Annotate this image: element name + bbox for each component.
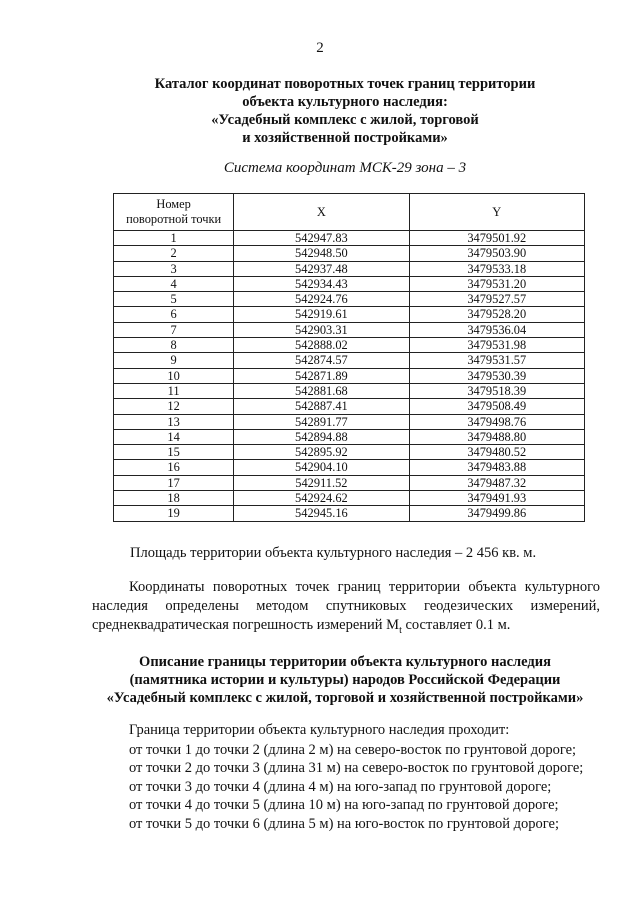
x-cell: 542871.89 <box>234 368 409 383</box>
border-segment: от точки 1 до точки 2 (длина 2 м) на северо-восток по грунтовой дороге; <box>129 742 577 758</box>
x-cell: 542888.02 <box>234 338 409 353</box>
point-number-cell: 4 <box>114 276 234 291</box>
table-row <box>114 460 585 475</box>
point-number-cell: 13 <box>114 414 234 429</box>
table-body <box>114 231 585 522</box>
table-row <box>114 414 585 429</box>
table-row <box>114 307 585 322</box>
x-cell: 542881.68 <box>234 383 409 398</box>
point-number-cell: 8 <box>114 338 234 353</box>
description-title-line: (памятника истории и культуры) народов Российской Федерации <box>129 672 561 688</box>
point-number-cell: 6 <box>114 307 234 322</box>
y-cell: 3479508.49 <box>409 399 584 414</box>
x-cell: 542948.50 <box>234 246 409 261</box>
x-cell: 542874.57 <box>234 353 409 368</box>
x-cell: 542924.62 <box>234 491 409 506</box>
border-segment: от точки 5 до точки 6 (длина 5 м) на юго-восток по грунтовой дороге; <box>129 815 559 832</box>
table-row <box>114 261 585 276</box>
catalog-title <box>100 75 590 147</box>
y-cell: 3479491.93 <box>409 491 584 506</box>
description-title-line: Описание границы территории объекта культурного наследия <box>139 654 551 670</box>
header-x: X <box>234 194 409 231</box>
x-cell: 542891.77 <box>234 414 409 429</box>
border-intro: Граница территории объекта культурного наследия проходит: <box>129 722 510 738</box>
y-cell: 3479530.39 <box>409 368 584 383</box>
x-cell: 542924.76 <box>234 292 409 307</box>
description-title-line: «Усадебный комплекс с жилой, торговой и хозяйственной постройками» <box>106 690 584 706</box>
point-number-cell: 9 <box>114 353 234 368</box>
catalog-title-line: Каталог координат поворотных точек границ территории <box>154 76 536 92</box>
page-number: 2 <box>316 40 324 56</box>
table-row <box>114 368 585 383</box>
y-cell: 3479533.18 <box>409 261 584 276</box>
catalog-title-line: «Усадебный комплекс с жилой, торговой <box>211 112 479 128</box>
table-row <box>114 322 585 337</box>
y-cell: 3479518.39 <box>409 383 584 398</box>
table-row <box>114 353 585 368</box>
x-cell: 542887.41 <box>234 399 409 414</box>
point-number-cell: 15 <box>114 445 234 460</box>
point-number-cell: 2 <box>114 246 234 261</box>
table-row <box>114 338 585 353</box>
table-row <box>114 491 585 506</box>
point-number-cell: 10 <box>114 368 234 383</box>
table-row <box>114 475 585 490</box>
x-cell: 542945.16 <box>234 506 409 521</box>
border-segment: от точки 4 до точки 5 (длина 10 м) на юго-запад по грунтовой дороге; <box>129 797 559 814</box>
point-number-cell: 5 <box>114 292 234 307</box>
y-cell: 3479531.57 <box>409 353 584 368</box>
border-segments <box>92 741 600 833</box>
y-cell: 3479488.80 <box>409 429 584 444</box>
y-cell: 3479499.86 <box>409 506 584 521</box>
coordinates-table <box>113 193 585 522</box>
header-point-number <box>114 194 234 231</box>
table-row <box>114 276 585 291</box>
header-point-number-line1: Номер <box>156 197 191 211</box>
x-cell: 542895.92 <box>234 445 409 460</box>
y-cell: 3479528.20 <box>409 307 584 322</box>
point-number-cell: 1 <box>114 231 234 246</box>
point-number-cell: 3 <box>114 261 234 276</box>
x-cell: 542947.83 <box>234 231 409 246</box>
point-number-cell: 18 <box>114 491 234 506</box>
y-cell: 3479527.57 <box>409 292 584 307</box>
area-text: Площадь территории объекта культурного наследия – 2 456 кв. м. <box>130 545 537 561</box>
table-row <box>114 292 585 307</box>
y-cell: 3479498.76 <box>409 414 584 429</box>
y-cell: 3479487.32 <box>409 475 584 490</box>
method-paragraph <box>92 578 600 640</box>
y-cell: 3479483.88 <box>409 460 584 475</box>
table-row <box>114 231 585 246</box>
table-row <box>114 429 585 444</box>
y-cell: 3479536.04 <box>409 322 584 337</box>
y-cell: 3479531.20 <box>409 276 584 291</box>
x-cell: 542934.43 <box>234 276 409 291</box>
table-row <box>114 445 585 460</box>
point-number-cell: 12 <box>114 399 234 414</box>
point-number-cell: 16 <box>114 460 234 475</box>
x-cell: 542937.48 <box>234 261 409 276</box>
y-cell: 3479531.98 <box>409 338 584 353</box>
y-cell: 3479501.92 <box>409 231 584 246</box>
x-cell: 542919.61 <box>234 307 409 322</box>
method-text: Координаты поворотных точек границ территории объекта культурного наследия определены методом спутниковых геодезических измерений, среднеквадратическая погрешность измерений M <box>92 579 600 633</box>
catalog-title-line: и хозяйственной постройками» <box>242 130 448 146</box>
border-segment: от точки 3 до точки 4 (длина 4 м) на юго-запад по грунтовой дороге; <box>129 778 552 795</box>
y-cell: 3479480.52 <box>409 445 584 460</box>
table-row <box>114 246 585 261</box>
table-row <box>114 383 585 398</box>
x-cell: 542904.10 <box>234 460 409 475</box>
point-number-cell: 19 <box>114 506 234 521</box>
header-point-number-line2: поворотной точки <box>126 212 222 226</box>
point-number-cell: 14 <box>114 429 234 444</box>
point-number-cell: 7 <box>114 322 234 337</box>
point-number-cell: 11 <box>114 383 234 398</box>
y-cell: 3479503.90 <box>409 246 584 261</box>
x-cell: 542903.31 <box>234 322 409 337</box>
method-text-end: составляет 0.1 м. <box>401 617 511 633</box>
header-y: Y <box>409 194 584 231</box>
catalog-title-line: объекта культурного наследия: <box>242 94 448 110</box>
x-cell: 542911.52 <box>234 475 409 490</box>
method-subscript: t <box>399 624 402 636</box>
point-number-cell: 17 <box>114 475 234 490</box>
coordinate-system: Система координат МСК-29 зона – 3 <box>223 160 467 176</box>
x-cell: 542894.88 <box>234 429 409 444</box>
table-row <box>114 399 585 414</box>
description-title <box>60 653 630 707</box>
table-row <box>114 506 585 521</box>
border-segment: от точки 2 до точки 3 (длина 31 м) на северо-восток по грунтовой дороге; <box>129 760 584 777</box>
table-header-row <box>114 194 585 231</box>
